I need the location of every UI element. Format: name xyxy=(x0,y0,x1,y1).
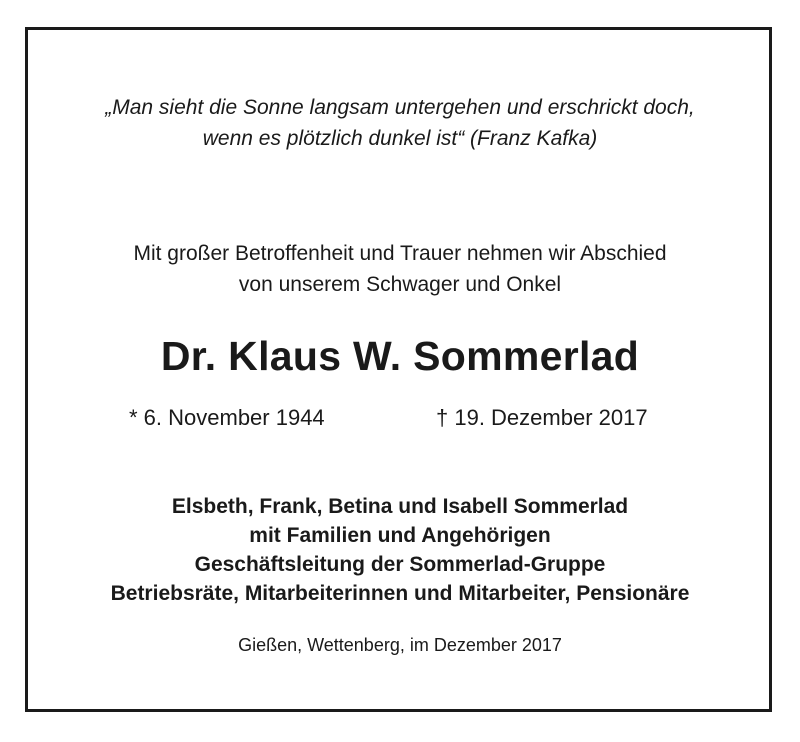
birth-date: * 6. November 1944 xyxy=(129,405,325,430)
farewell-intro xyxy=(0,238,800,300)
intro-line-2: von unserem Schwager und Onkel xyxy=(238,273,562,296)
mourner-line-3: Geschäftsleitung der Sommerlad-Gruppe xyxy=(194,553,606,576)
quote-line-1: „Man sieht die Sonne langsam untergehen und erschrickt doch, xyxy=(105,96,695,119)
deceased-name: Dr. Klaus W. Sommerlad xyxy=(160,333,640,379)
kafka-quote xyxy=(0,92,800,154)
mourner-line-2: mit Familien und Angehörigen xyxy=(249,524,551,547)
place-and-date: Gießen, Wettenberg, im Dezember 2017 xyxy=(238,635,562,655)
mourner-line-1: Elsbeth, Frank, Betina und Isabell Sommerlad xyxy=(171,495,629,518)
intro-line-1: Mit großer Betroffenheit und Trauer nehmen wir Abschied xyxy=(133,242,667,265)
quote-line-2: wenn es plötzlich dunkel ist“ (Franz Kafka) xyxy=(202,127,598,150)
death-date: † 19. Dezember 2017 xyxy=(436,405,648,430)
mourner-line-4: Betriebsräte, Mitarbeiterinnen und Mitarbeiter, Pensionäre xyxy=(110,582,690,605)
mourners-list xyxy=(0,492,800,608)
